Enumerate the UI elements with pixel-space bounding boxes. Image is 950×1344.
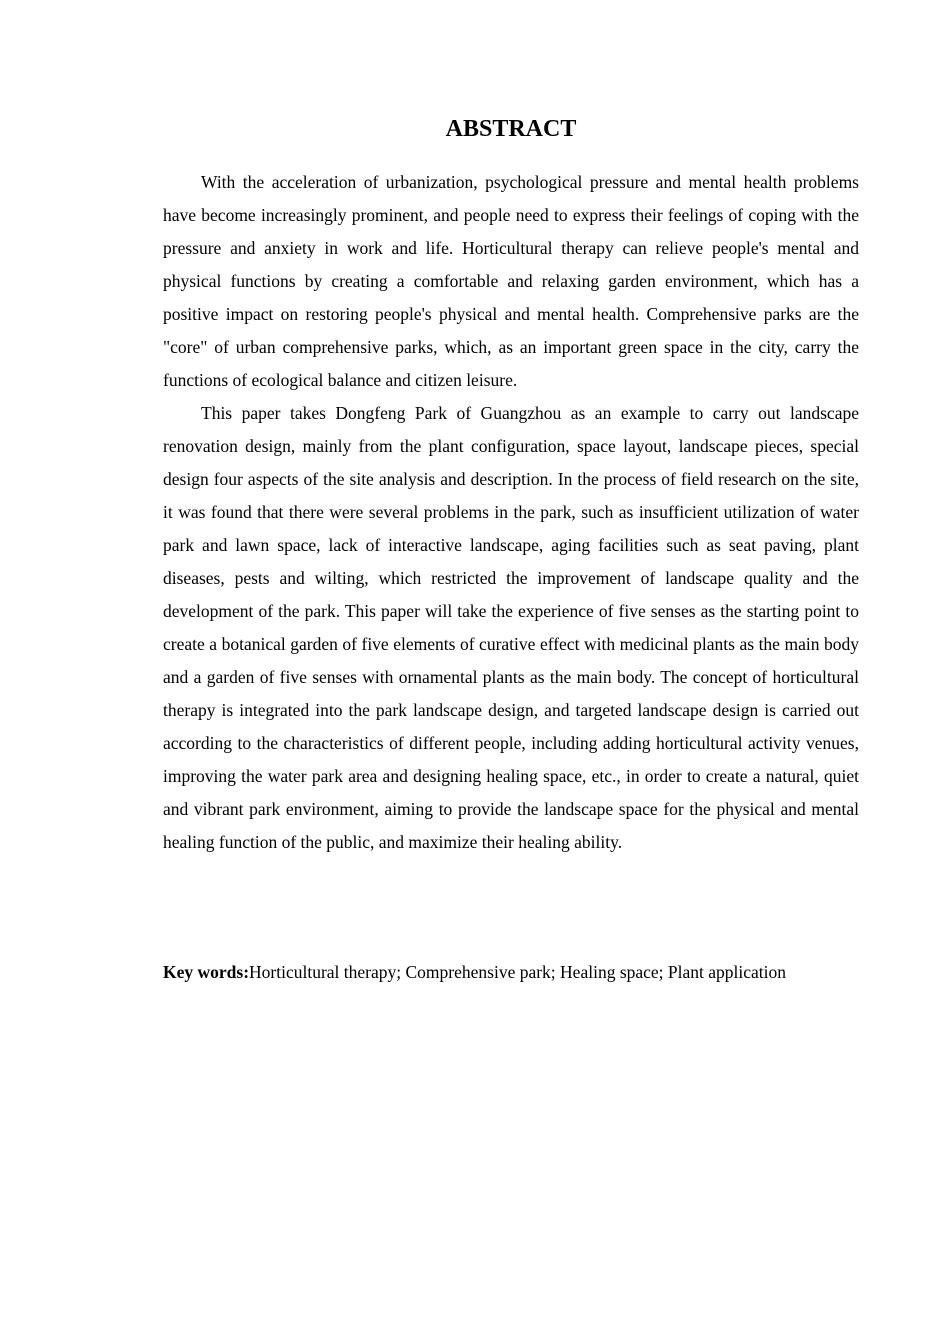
keywords-line xyxy=(163,956,859,989)
keywords-text: Horticultural therapy; Comprehensive park; Healing space; Plant application xyxy=(249,962,787,982)
abstract-body xyxy=(163,166,859,859)
abstract-title: ABSTRACT xyxy=(445,116,577,142)
abstract-paragraph-2: This paper takes Dongfeng Park of Guangzhou as an example to carry out landscape renovation design, mainly from the plant configuration, space layout, landscape pieces, special design four aspects of the site analysis and description. In the process of field research on the site, it was found that there were several problems in the park, such as insufficient utilization of water park and lawn space, lack of interactive landscape, aging facilities such as seat paving, plant diseases, pests and wilting, which restricted the improvement of landscape quality and the development of the park. This paper will take the experience of five senses as the starting point to create a botanical garden of five elements of curative effect with medicinal plants as the main body and a garden of five senses with ornamental plants as the main body. The concept of horticultural therapy is integrated into the park landscape design, and targeted landscape design is carried out according to the characteristics of different people, including adding horticultural activity venues, improving the water park area and designing healing space, etc., in order to create a natural, quiet and vibrant park environment, aiming to provide the landscape space for the physical and mental healing function of the public, and maximize their healing ability. xyxy=(163,403,859,852)
keywords-label: Key words: xyxy=(163,962,250,982)
abstract-paragraph-1: With the acceleration of urbanization, psychological pressure and mental health problems have become increasingly prominent, and people need to express their feelings of coping with the pressure and anxiety in work and life. Horticultural therapy can relieve people's mental and physical functions by creating a comfortable and relaxing garden environment, which has a positive impact on restoring people's physical and mental health. Comprehensive parks are the "core" of urban comprehensive parks, which, as an important green space in the city, carry the functions of ecological balance and citizen leisure. xyxy=(163,172,859,390)
